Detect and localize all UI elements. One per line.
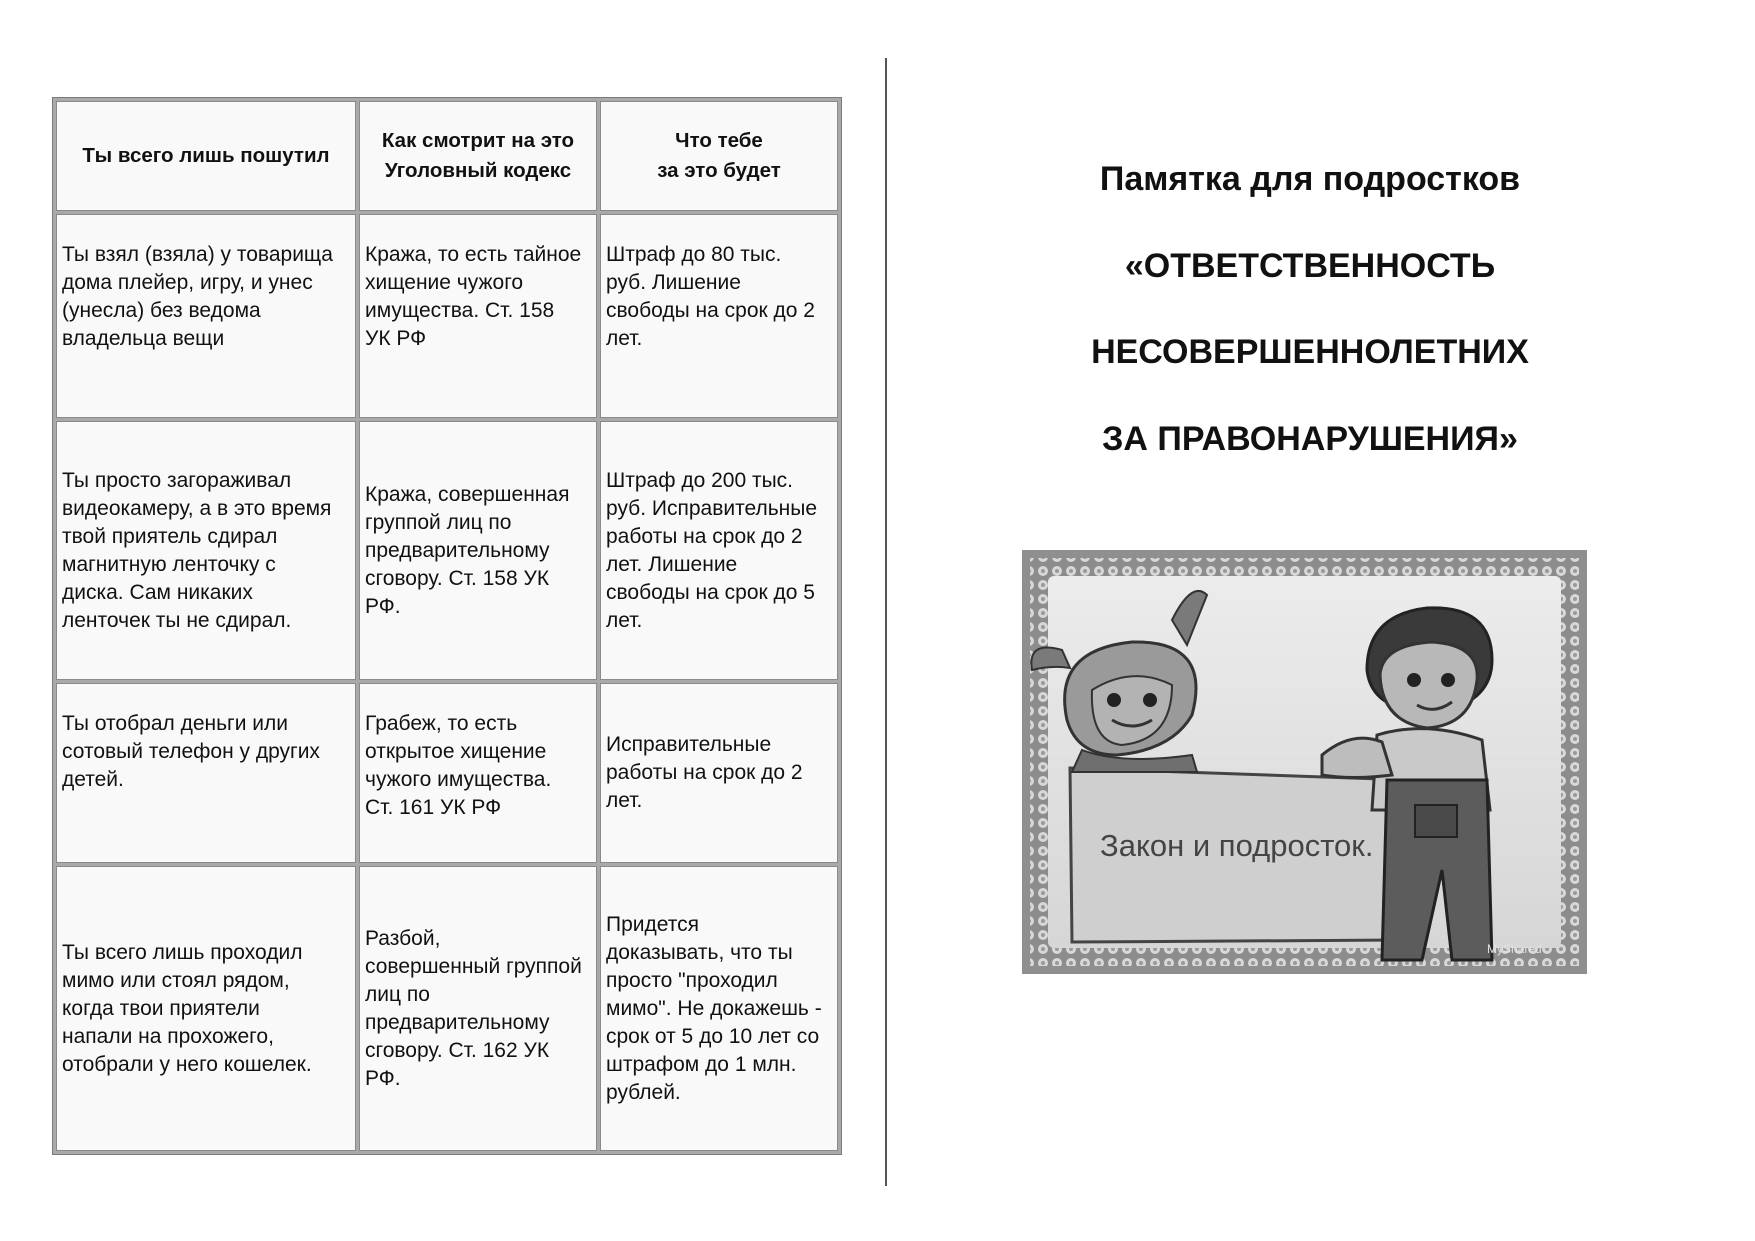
illustration-art	[1022, 550, 1587, 974]
table-row	[56, 214, 838, 418]
cell-text-line: Придется	[606, 912, 699, 936]
cell-text-line: чужого имущества.	[365, 768, 552, 791]
title-line-1: Памятка для подростков	[1099, 160, 1521, 198]
cell-text-line: Кража, то есть тайное	[365, 243, 582, 266]
cell-penalty	[600, 866, 838, 1151]
cell-text-line: за это будет	[657, 159, 781, 182]
cell-text-line: лиц по	[365, 982, 430, 1006]
cell-penalty	[600, 421, 838, 680]
cell-text-line: мимо или стоял рядом,	[62, 968, 290, 992]
illustration-caption: Закон и подросток.	[1100, 828, 1374, 863]
cell-code	[359, 683, 597, 863]
cell-text-line: Ты просто загораживал	[62, 468, 292, 492]
cell-act	[56, 214, 356, 418]
cell-text-line: магнитную ленточку с	[62, 552, 276, 576]
cell-text-line: УК РФ	[365, 327, 427, 350]
cell-code	[359, 866, 597, 1151]
cell-text-line: сотовый телефон у других	[62, 740, 320, 763]
cell-penalty	[600, 683, 838, 863]
table-header-row	[56, 101, 838, 211]
cell-text-line: видеокамеру, а в это время	[62, 496, 332, 520]
title-line-3: НЕСОВЕРШЕННОЛЕТНИХ	[1091, 333, 1529, 371]
cell-text-line: лет.	[606, 608, 643, 632]
cell-text-line: (унесла) без ведома	[62, 299, 261, 322]
cell-act	[56, 683, 356, 863]
header-penalty	[600, 101, 838, 211]
cell-text-line: работы на срок до 2	[606, 761, 803, 784]
cell-text-line: Ты взял (взяла) у товарища	[62, 243, 333, 266]
cell-text-line: Кража, совершенная	[365, 482, 570, 506]
cell-text-line: срок от 5 до 10 лет со	[606, 1024, 820, 1048]
cell-text-line: Ты всего лишь пошутил	[82, 144, 330, 167]
header-act	[56, 101, 356, 211]
cell-text-line: Ты отобрал деньги или	[62, 712, 288, 735]
cell-text-line: Ты всего лишь проходил	[62, 940, 303, 964]
cell-text-line: Исправительные	[606, 733, 772, 756]
cell-text-line: лет.	[606, 327, 643, 350]
cell-text-line: группой лиц по	[365, 510, 512, 534]
cell-penalty	[600, 214, 838, 418]
offense-table	[52, 97, 842, 1155]
cell-text-line: когда твои приятели	[62, 996, 260, 1020]
cell-text-line: сговору. Ст. 162 УК	[365, 1038, 550, 1062]
cell-text-line: доказывать, что ты	[606, 940, 793, 964]
cell-text-line: просто "проходил	[606, 968, 778, 992]
fold-divider	[885, 58, 887, 1186]
cell-text-line: Штраф до 200 тыс.	[606, 468, 794, 492]
cell-text-line: рублей.	[606, 1080, 681, 1104]
cell-text-line: работы на срок до 2	[606, 524, 803, 548]
cell-act	[56, 421, 356, 680]
cell-text-line: Ст. 161 УК РФ	[365, 796, 502, 819]
cell-text-line: имущества. Ст. 158	[365, 299, 555, 322]
cell-text-line: свободы на срок до 2	[606, 299, 815, 322]
cell-text-line: напали на прохожего,	[62, 1024, 274, 1048]
cell-act	[56, 866, 356, 1151]
cell-text-line: детей.	[62, 768, 124, 791]
cell-text-line: Как смотрит на это	[381, 129, 575, 152]
cell-text-line: диска. Сам никаких	[62, 580, 253, 604]
cell-text-line: хищение чужого	[365, 271, 524, 294]
table-row	[56, 421, 838, 680]
cell-text-line: сговору. Ст. 158 УК	[365, 566, 550, 590]
cell-text-line: Грабеж, то есть	[365, 712, 518, 735]
cell-code	[359, 214, 597, 418]
cell-text-line: РФ.	[365, 1066, 401, 1090]
cell-text-line: Уголовный кодекс	[384, 159, 572, 182]
watermark: MyShared	[1487, 942, 1542, 956]
cell-text-line: лет. Лишение	[606, 552, 738, 576]
cell-code	[359, 421, 597, 680]
table-row	[56, 866, 838, 1151]
cell-text-line: руб. Лишение	[606, 271, 741, 294]
cell-text-line: твой приятель сдирал	[62, 524, 278, 548]
cell-text-line: Разбой,	[365, 926, 441, 950]
cell-text-line: свободы на срок до 5	[606, 580, 815, 604]
title-line-2: «ОТВЕТСТВЕННОСТЬ	[1124, 247, 1496, 285]
cell-text-line: открытое хищение	[365, 740, 547, 763]
law-and-teen-illustration	[1022, 550, 1587, 974]
cell-text-line: предварительному	[365, 538, 550, 562]
cell-text-line: штрафом до 1 млн.	[606, 1052, 797, 1076]
cell-text-line: предварительному	[365, 1010, 550, 1034]
cell-text-line: РФ.	[365, 594, 401, 618]
title-line-4: ЗА ПРАВОНАРУШЕНИЯ»	[1102, 420, 1518, 458]
cell-text-line: лет.	[606, 789, 643, 812]
cell-text-line: Штраф до 80 тыс.	[606, 243, 782, 266]
header-code	[359, 101, 597, 211]
cell-text-line: руб. Исправительные	[606, 496, 818, 520]
cell-text-line: ленточек ты не сдирал.	[62, 608, 292, 632]
table-row	[56, 683, 838, 863]
cell-text-line: мимо". Не докажешь -	[606, 996, 822, 1020]
cell-text-line: Что тебе	[675, 129, 763, 152]
cell-text-line: владельца вещи	[62, 327, 225, 350]
cell-text-line: совершенный группой	[365, 954, 582, 978]
cell-text-line: дома плейер, игру, и унес	[62, 271, 313, 294]
cell-text-line: отобрали у него кошелек.	[62, 1052, 312, 1076]
